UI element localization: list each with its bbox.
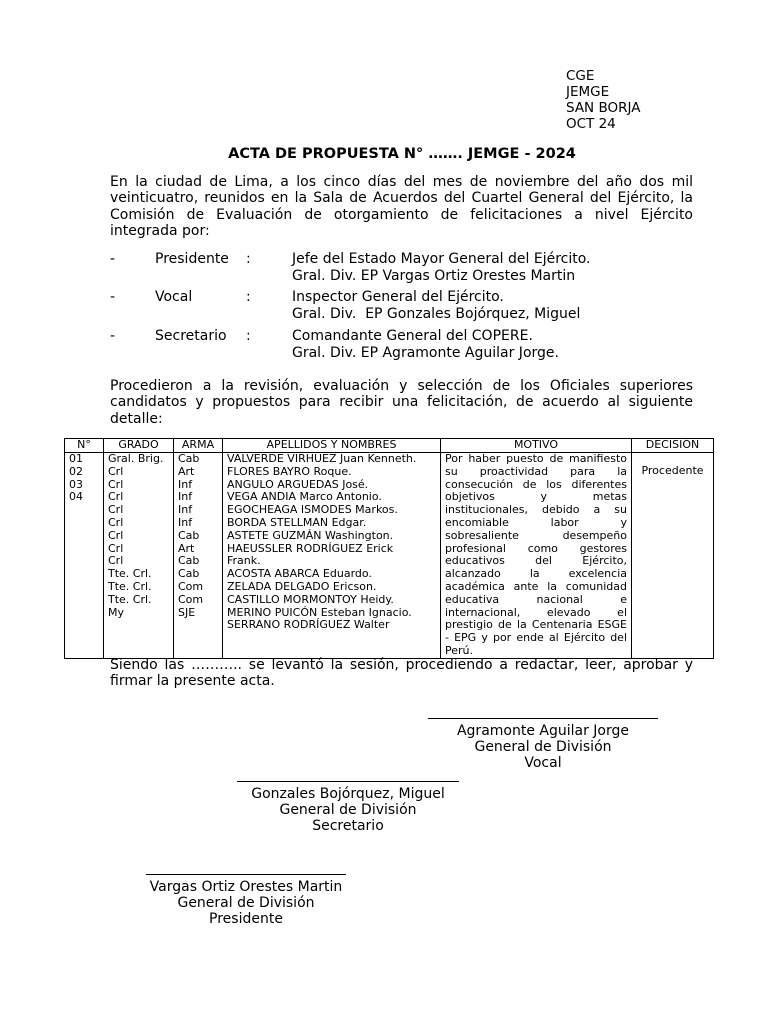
cell-line: Frank. [227,554,261,568]
member-description [292,289,580,322]
member-colon: : [246,328,251,344]
cell-line: ANGULO ARGUEDAS José. [227,477,369,491]
member-colon: : [246,289,251,305]
signature-block-presidente [146,874,346,927]
signature-block-secretario [237,781,459,834]
column-header: APELLIDOS Y NOMBRES [223,439,441,453]
review-paragraph: Procedieron a la revisión, evaluación y selección de los Oficiales superiores candidatos y propuestos para recibir una felicitación, de acuerdo al siguiente detalle: [110,378,693,427]
signer-name: Vargas Ortiz Orestes Martin [149,879,343,895]
nombres-cell [223,453,441,659]
cell-line: Tte. Crl. [108,592,152,606]
cell-line: Crl [108,515,124,529]
signer-role: Presidente [209,911,283,927]
cell-line: CASTILLO MORMONTOY Heidy. [227,592,394,606]
cell-line: 03 [69,477,83,491]
cell-line: SJE [178,605,196,619]
cell-line: Inf [178,503,193,517]
cell-line: Art [178,464,195,478]
cell-line: 04 [69,490,83,504]
cell-line: Crl [108,528,124,542]
signer-role: Secretario [312,818,384,834]
member-name: Gral. Div. EP Agramonte Aguilar Jorge. [292,344,559,361]
cell-line: Inf [178,477,193,491]
cell-line: VALVERDE VIRHUEZ Juan Kenneth. [227,452,417,465]
member-role: Presidente [155,251,229,267]
signature-line [428,718,658,719]
decision-cell: Procedente [632,453,714,659]
cell-line: Crl [108,554,124,568]
cell-line: Gral. Brig. [108,452,164,465]
header-block [566,68,640,132]
member-position: Jefe del Estado Mayor General del Ejército. [292,251,591,267]
cell-line: HAEUSSLER RODRÍGUEZ Erick [227,541,394,555]
member-position: Comandante General del COPERE. [292,328,533,344]
number-cell [65,453,104,659]
signer-name: Gonzales Bojórquez, Miguel [251,786,445,802]
list-dash: - [110,289,116,305]
cell-line: Art [178,541,195,555]
cell-line: 01 [69,452,83,465]
signer-rank: General de División [279,802,417,818]
signature-line [237,781,459,782]
cell-line: Tte. Crl. [108,567,152,581]
cell-line: Crl [108,464,124,478]
column-header: DECISIÓN [632,439,714,453]
intro-paragraph: En la ciudad de Lima, a los cinco días del mes de noviembre del año dos mil veinticuatro, reunidos en la Sala de Acuerdos del Cuartel General del Ejército, la Comisión de Evaluación de otorgamiento de felicitaciones a nivel Ejército integrada por: [110,174,693,239]
closing-paragraph: Siendo las ……….. se levantó la sesión, procediendo a redactar, leer, aprobar y firmar la presente acta. [110,657,693,690]
header-line: OCT 24 [566,116,616,132]
candidates-table [64,438,714,659]
cell-line: Inf [178,515,193,529]
header-line: CGE [566,68,595,84]
cell-line: Cab [178,554,200,568]
cell-line: Cab [178,528,200,542]
member-name: Gral. Div. EP Vargas Ortiz Orestes Martin [292,267,576,284]
cell-line: Tte. Crl. [108,579,152,593]
list-dash: - [110,328,116,344]
cell-line: Inf [178,490,193,504]
cell-line: Com [178,579,204,593]
column-header: MOTIVO [441,439,632,453]
column-header: ARMA [174,439,223,453]
cell-line: VEGA ANDIA Marco Antonio. [227,490,382,504]
motivo-cell: Por haber puesto de manifiesto su proactividad para la consecución de los diferentes objetivos y metas institucionales, debido a su encomiable labor y sobresaliente desempeño profesional como gestores educativos del Ejército, alcanzado la excelencia académica ante la comunidad educativa nacional e internacional, elevado el prestigio de la Centenaria ESGE - EPG y por ende al Ejército del Perú. [441,453,632,659]
cell-line: Crl [108,503,124,517]
cell-line: FLORES BAYRO Roque. [227,464,352,478]
signer-name: Agramonte Aguilar Jorge [456,723,630,739]
table-header-row [65,439,714,453]
cell-line: My [108,605,125,619]
arma-cell [174,453,223,659]
cell-line: MERINO PUICÓN Esteban Ignacio. [227,605,412,619]
signer-role: Vocal [524,755,562,771]
cell-line: EGOCHEAGA ISMODES Markos. [227,503,398,517]
member-name: Gral. Div. EP Gonzales Bojórquez, Miguel [292,305,581,322]
signature-line [146,874,346,875]
cell-line: ACOSTA ABARCA Eduardo. [227,567,372,581]
cell-line: Cab [178,567,200,581]
member-role: Vocal [155,289,193,305]
signer-rank: General de División [177,895,315,911]
member-description [292,328,559,361]
list-dash: - [110,251,116,267]
cell-line: SERRANO RODRÍGUEZ Walter [227,618,390,632]
cell-line: Crl [108,541,124,555]
cell-line: Crl [108,490,124,504]
cell-line: ZELADA DELGADO Ericson. [227,579,377,593]
signature-block-vocal [428,718,658,771]
cell-line: BORDA STELLMAN Edgar. [227,515,367,529]
column-header: GRADO [104,439,174,453]
cell-line: Com [178,592,204,606]
header-line: JEMGE [566,84,610,100]
table-row [65,453,714,659]
signer-rank: General de División [474,739,612,755]
header-line: SAN BORJA [566,100,641,116]
member-colon: : [246,251,251,267]
member-position: Inspector General del Ejército. [292,289,504,305]
document-title: ACTA DE PROPUESTA N° ……. JEMGE - 2024 [228,146,576,162]
cell-line: Crl [108,477,124,491]
column-header: N° [65,439,104,453]
cell-line: Cab [178,452,200,465]
cell-line: 02 [69,464,83,478]
member-description [292,251,591,284]
cell-line: ASTETE GUZMÁN Washington. [227,528,394,542]
grado-cell [104,453,174,659]
member-role: Secretario [155,328,227,344]
